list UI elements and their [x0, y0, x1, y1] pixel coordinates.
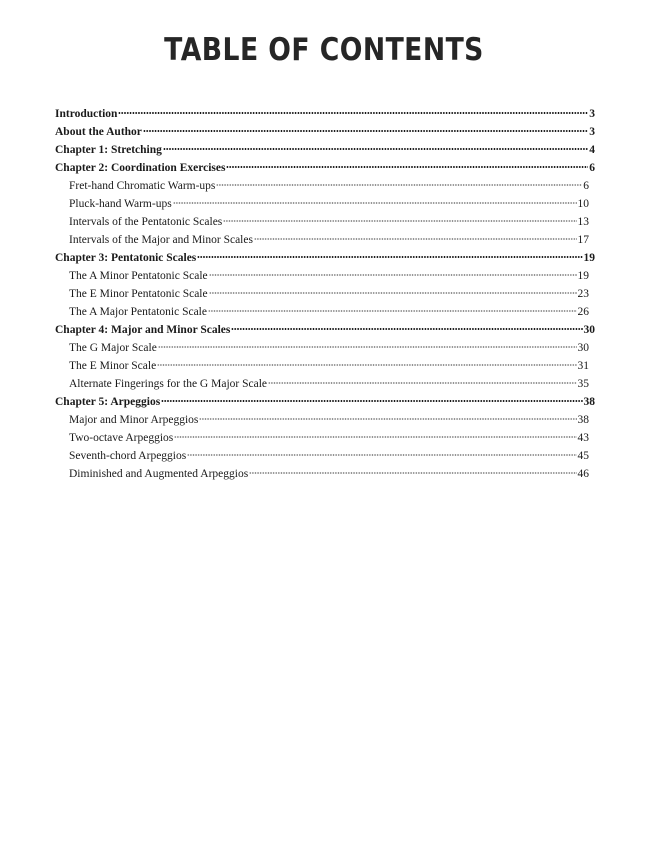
dot-leader [158, 346, 577, 348]
toc-page-number: 30 [577, 342, 589, 354]
page-title: TABLE OF CONTENTS [164, 32, 484, 68]
toc-section-entry[interactable] [55, 195, 595, 213]
dot-leader [161, 400, 582, 402]
dot-leader [163, 148, 588, 150]
dot-leader [118, 112, 588, 114]
toc-entry-title: Pluck-hand Warm-ups [69, 198, 172, 210]
dot-leader [174, 436, 576, 438]
toc-section-entry[interactable] [55, 339, 595, 357]
table-of-contents [55, 105, 595, 483]
dot-leader [231, 328, 582, 330]
toc-entry-title: Chapter 3: Pentatonic Scales [55, 252, 197, 264]
toc-page-number: 10 [577, 198, 589, 210]
toc-page-number: 46 [577, 468, 589, 480]
toc-entry-title: Seventh-chord Arpeggios [69, 450, 187, 462]
toc-page-number: 19 [583, 252, 595, 264]
dot-leader [268, 382, 577, 384]
toc-chapter-entry[interactable] [55, 141, 595, 159]
toc-chapter-entry[interactable] [55, 159, 595, 177]
toc-entry-title: Chapter 4: Major and Minor Scales [55, 324, 231, 336]
toc-entry-title: About the Author [55, 126, 142, 138]
toc-section-entry[interactable] [55, 357, 595, 375]
toc-entry-title: Diminished and Augmented Arpeggios [69, 468, 249, 480]
toc-section-entry[interactable] [55, 411, 595, 429]
toc-entry-title: Introduction [55, 108, 118, 120]
toc-entry-title: The A Major Pentatonic Scale [69, 306, 207, 318]
toc-section-entry[interactable] [55, 177, 595, 195]
dot-leader [157, 364, 576, 366]
dot-leader [187, 454, 576, 456]
toc-entry-title: Alternate Fingerings for the G Major Scale [69, 378, 267, 390]
toc-entry-title: Chapter 1: Stretching [55, 144, 162, 156]
toc-page-number: 43 [577, 432, 589, 444]
toc-section-entry[interactable] [55, 285, 595, 303]
toc-section-entry[interactable] [55, 303, 595, 321]
toc-section-entry[interactable] [55, 465, 595, 483]
toc-page-number: 6 [589, 162, 595, 174]
dot-leader [254, 238, 577, 240]
toc-page-number: 3 [589, 126, 595, 138]
toc-page-number: 31 [577, 360, 589, 372]
toc-page-number: 38 [577, 414, 589, 426]
toc-section-entry[interactable] [55, 267, 595, 285]
toc-page-number: 35 [577, 378, 589, 390]
toc-page-number: 3 [589, 108, 595, 120]
toc-entry-title: The A Minor Pentatonic Scale [69, 270, 208, 282]
dot-leader [143, 130, 588, 132]
toc-chapter-entry[interactable] [55, 123, 595, 141]
toc-page-number: 30 [583, 324, 595, 336]
dot-leader [173, 202, 577, 204]
toc-section-entry[interactable] [55, 375, 595, 393]
toc-page-number: 26 [577, 306, 589, 318]
dot-leader [226, 166, 588, 168]
dot-leader [208, 310, 577, 312]
toc-page-number: 38 [583, 396, 595, 408]
toc-entry-title: Intervals of the Major and Minor Scales [69, 234, 253, 246]
dot-leader [197, 256, 582, 258]
toc-page-number: 4 [589, 144, 595, 156]
toc-chapter-entry[interactable] [55, 249, 595, 267]
dot-leader [223, 220, 576, 222]
toc-chapter-entry[interactable] [55, 321, 595, 339]
dot-leader [249, 472, 576, 474]
toc-entry-title: Two-octave Arpeggios [69, 432, 174, 444]
toc-section-entry[interactable] [55, 213, 595, 231]
toc-section-entry[interactable] [55, 447, 595, 465]
toc-section-entry[interactable] [55, 231, 595, 249]
toc-entry-title: Chapter 5: Arpeggios [55, 396, 161, 408]
toc-chapter-entry[interactable] [55, 393, 595, 411]
toc-entry-title: Chapter 2: Coordination Exercises [55, 162, 226, 174]
toc-entry-title: Intervals of the Pentatonic Scales [69, 216, 223, 228]
dot-leader [216, 184, 582, 186]
toc-page-number: 19 [577, 270, 589, 282]
dot-leader [209, 274, 577, 276]
toc-page-number: 45 [577, 450, 589, 462]
toc-page-number: 6 [583, 180, 589, 192]
toc-entry-title: The E Minor Pentatonic Scale [69, 288, 208, 300]
toc-section-entry[interactable] [55, 429, 595, 447]
toc-chapter-entry[interactable] [55, 105, 595, 123]
toc-page-number: 23 [577, 288, 589, 300]
toc-entry-title: Major and Minor Arpeggios [69, 414, 199, 426]
toc-entry-title: Fret-hand Chromatic Warm-ups [69, 180, 216, 192]
toc-page-number: 17 [577, 234, 589, 246]
dot-leader [209, 292, 577, 294]
dot-leader [199, 418, 576, 420]
toc-page-number: 13 [577, 216, 589, 228]
toc-entry-title: The G Major Scale [69, 342, 157, 354]
toc-entry-title: The E Minor Scale [69, 360, 157, 372]
